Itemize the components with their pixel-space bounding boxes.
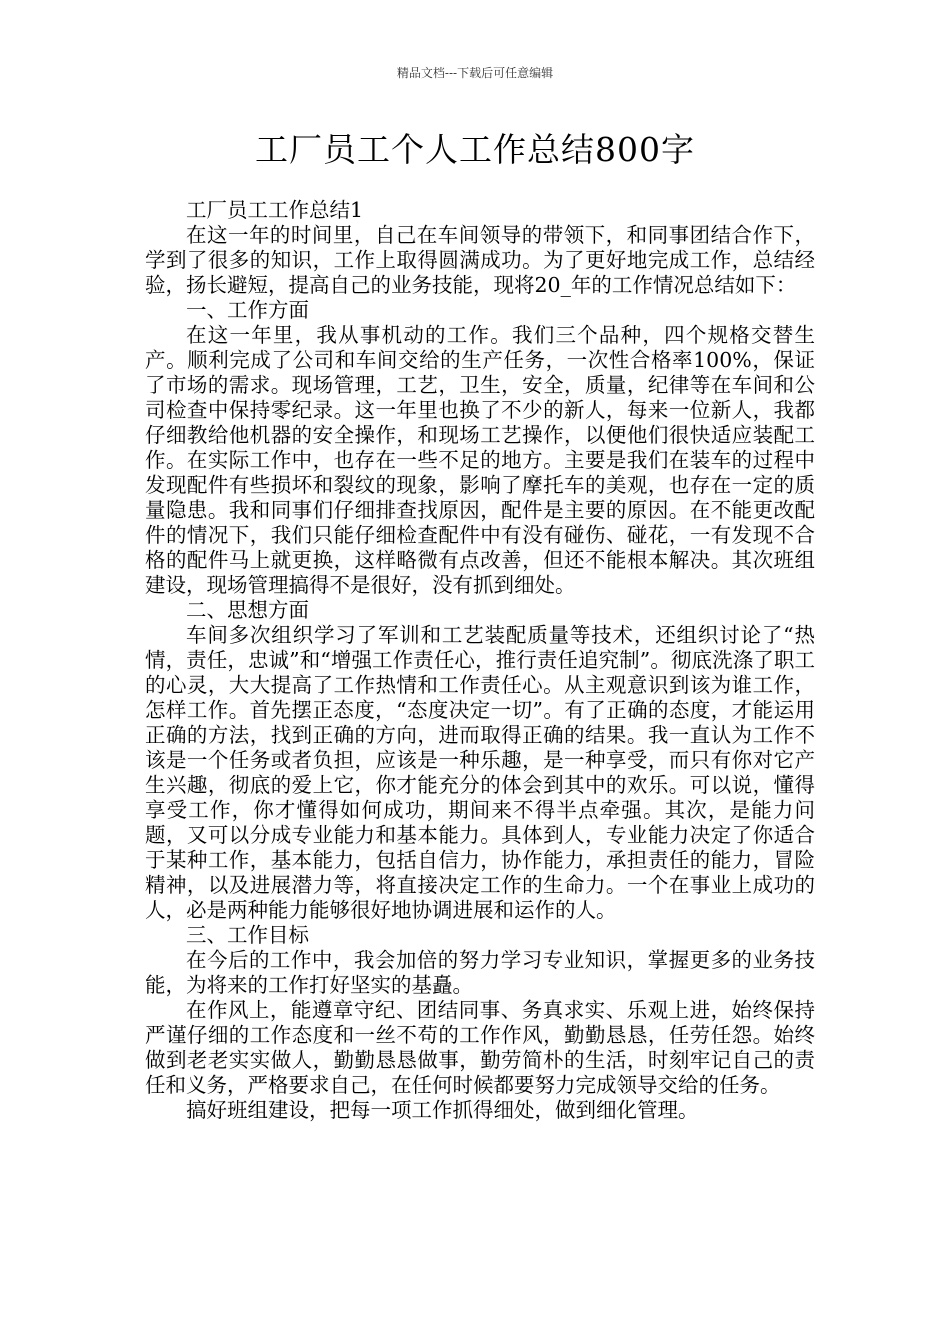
document-body [145,198,815,1123]
section-heading: 二、思想方面 [186,598,309,622]
paragraph: 车间多次组织学习了军训和工艺装配质量等技术，还组织讨论了“热情，责任，忠诚”和“增强工作责任心，推行责任追究制”。彻底洗涤了职工的心灵，大大提高了工作热情和工作责任心。从主观意识到该为谁工作，怎样工作。首先摆正态度，“态度决定一切”。有了正确的态度，才能运用正确的方法，找到正确的方向，进而取得正确的结果。我一直认为工作不该是一个任务或者负担，应该是一种乐趣，是一种享受，而只有你对它产生兴趣，彻底的爱上它，你才能充分的体会到其中的欢乐。可以说，懂得享受工作，你才懂得如何成功，期间来不得半点牵强。其次，是能力问题，又可以分成专业能力和基本能力。具体到人，专业能力决定了你适合于某种工作，基本能力，包括自信力，协作能力，承担责任的能力，冒险精神，以及进展潜力等，将直接决定工作的生命力。一个在事业上成功的人，必是两种能力能够很好地协调进展和运作的人。 [145,623,815,922]
paragraph: 在这一年里，我从事机动的工作。我们三个品种，四个规格交替生产。顺利完成了公司和车间交给的生产任务，一次性合格率100%，保证了市场的需求。现场管理，工艺，卫生，安全，质量，纪律等在车间和公司检查中保持零纪录。这一年里也换了不少的新人，每来一位新人，我都仔细教给他机器的安全操作，和现场工艺操作，以便他们很快适应装配工作。在实际工作中，也存在一些不足的地方。主要是我们在装车的过程中发现配件有些损坏和裂纹的现象，影响了摩托车的美观，也存在一定的质量隐患。我和同事们仔细排查找原因，配件是主要的原因。在不能更改配件的情况下，我们只能仔细检查配件中有没有碰伤、碰花，一有发现不合格的配件马上就更换，这样略微有点改善，但还不能根本解决。其次班组建设，现场管理搞得不是很好，没有抓到细处。 [145,323,815,597]
paragraph: 在作风上，能遵章守纪、团结同事、务真求实、乐观上进，始终保持严谨仔细的工作态度和一丝不苟的工作作风，勤勤恳恳，任劳任怨。始终做到老老实实做人，勤勤恳恳做事，勤劳简朴的生活，时刻牢记自己的责任和义务，严格要求自己，在任何时候都要努力完成领导交给的任务。 [145,998,815,1097]
paragraph: 在这一年的时间里，自己在车间领导的带领下，和同事团结合作下，学到了很多的知识，工作上取得圆满成功。为了更好地完成工作，总结经验，扬长避短，提高自己的业务技能，现将20_年的工作情况总结如下： [145,223,815,297]
document-title: 工厂员工个人工作总结800字 [255,130,695,169]
section-heading: 一、工作方面 [186,298,309,322]
section-subtitle: 工厂员工工作总结1 [186,198,364,222]
header-note: 精品文档---下载后可任意编辑 [396,66,554,80]
section-heading: 三、工作目标 [186,923,309,947]
paragraph: 搞好班组建设，把每一项工作抓得细处，做到细化管理。 [186,1098,699,1122]
paragraph: 在今后的工作中，我会加倍的努力学习专业知识，掌握更多的业务技能，为将来的工作打好坚实的基矗。 [145,948,815,997]
